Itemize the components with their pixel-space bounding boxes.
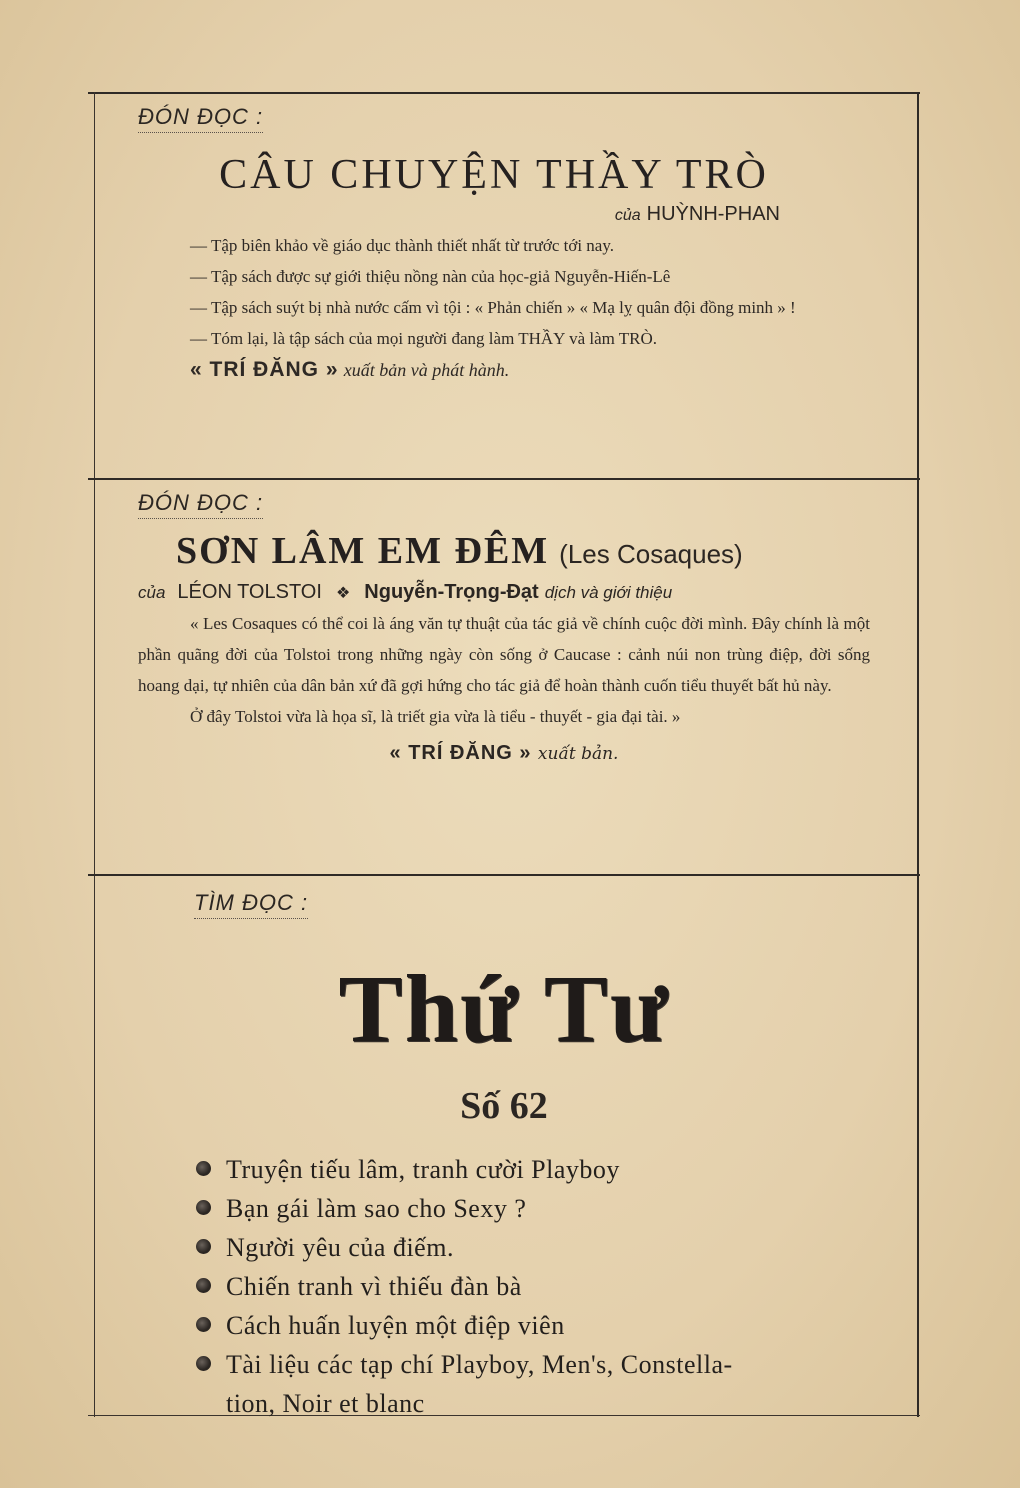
publisher-name: « TRÍ ĐĂNG » xyxy=(389,742,532,764)
publisher-line xyxy=(138,740,870,765)
list-item xyxy=(196,1267,870,1306)
bullet-icon xyxy=(196,1356,211,1371)
list-item xyxy=(196,1189,870,1228)
publisher-note: xuất bản. xyxy=(537,744,619,764)
magazine-title: Thứ Tư xyxy=(338,955,670,1062)
ornament-icon: ❖ xyxy=(335,585,351,602)
bullet-icon xyxy=(196,1278,211,1293)
description-line: — Tập sách suýt bị nhà nước cấm vì tội : « Phản chiến » « Mạ lỵ quân đội đồng minh » ! xyxy=(190,298,796,317)
description-paragraph: Ở đây Tolstoi vừa là họa sĩ, là triết gia vừa là tiểu - thuyết - gia đại tài. » xyxy=(190,707,681,726)
description-line: — Tập biên khảo về giáo dục thành thiết nhất từ trước tới nay. xyxy=(190,236,614,255)
list-item xyxy=(196,1150,870,1189)
book-ad-son-lam-em-dem xyxy=(138,490,870,765)
book-title-line xyxy=(176,529,870,573)
list-item-text: Truyện tiếu lâm, tranh cười Playboy xyxy=(226,1155,620,1184)
list-item xyxy=(196,1306,870,1345)
list-item-text: Bạn gái làm sao cho Sexy ? xyxy=(226,1194,527,1223)
list-item-text: Người yêu của điếm. xyxy=(226,1233,454,1262)
contents-list xyxy=(196,1150,870,1423)
author-label: của xyxy=(138,583,166,602)
author-line xyxy=(138,203,780,226)
list-item-continuation: tion, Noir et blanc xyxy=(226,1389,425,1418)
bullet-icon xyxy=(196,1239,211,1254)
publisher-note: xuất bản và phát hành. xyxy=(343,360,510,380)
list-item xyxy=(196,1345,870,1384)
kicker-label: TÌM ĐỌC : xyxy=(194,890,308,919)
book-subtitle: (Les Cosaques) xyxy=(559,539,743,569)
list-item-text: Tài liệu các tạp chí Playboy, Men's, Constella- xyxy=(226,1350,733,1379)
kicker-label: ĐÓN ĐỌC : xyxy=(138,490,263,519)
list-item-text: Cách huấn luyện một điệp viên xyxy=(226,1311,565,1340)
bullet-icon xyxy=(196,1317,211,1332)
description-line: — Tập sách được sự giới thiệu nồng nàn của học-giả Nguyễn-Hiến-Lê xyxy=(190,267,671,286)
author-name: LÉON TOLSTOI xyxy=(177,581,322,603)
frame-top-border xyxy=(88,92,920,94)
author-name: HUỲNH-PHAN xyxy=(646,203,780,225)
book-title: SƠN LÂM EM ĐÊM xyxy=(176,530,550,572)
book-ad-cau-chuyen-thay-tro xyxy=(138,104,870,386)
frame-left-border xyxy=(94,92,95,1417)
frame-right-border xyxy=(917,92,919,1417)
advertisement-page xyxy=(88,92,920,1417)
book-title: CÂU CHUYỆN THẦY TRÒ xyxy=(219,152,769,198)
bullet-icon xyxy=(196,1200,211,1215)
translator-name: Nguyễn-Trọng-Đạt xyxy=(364,581,539,603)
author-label: của xyxy=(614,207,641,224)
bullet-icon xyxy=(196,1161,211,1176)
magazine-ad-thu-tu xyxy=(138,890,870,1423)
list-item-text: Chiến tranh vì thiếu đàn bà xyxy=(226,1272,522,1301)
translator-role: dịch và giới thiệu xyxy=(544,583,673,602)
section-divider xyxy=(88,478,920,480)
section-divider xyxy=(88,874,920,876)
kicker-label: ĐÓN ĐỌC : xyxy=(138,104,263,133)
publisher-line xyxy=(138,354,870,386)
publisher-name: « TRÍ ĐĂNG » xyxy=(190,358,339,381)
list-item xyxy=(196,1228,870,1267)
description-line: — Tóm lại, là tập sách của mọi người đang làm THẦY và làm TRÒ. xyxy=(190,329,658,348)
issue-number: Số 62 xyxy=(460,1085,548,1127)
description-paragraph: « Les Cosaques có thể coi là áng văn tự thuật của tác giả về chính cuộc đời mình. Đây chính là một phần quãng đời của Tolstoi trong những ngày còn sống ở Caucase : cảnh núi non trùng điệp, đời sống hoang dại, tự nhiên của dân bản xứ đã gợi hứng cho tác giả để hoàn thành cuốn tiểu thuyết bất hủ này. xyxy=(138,614,870,695)
author-line xyxy=(138,581,870,604)
